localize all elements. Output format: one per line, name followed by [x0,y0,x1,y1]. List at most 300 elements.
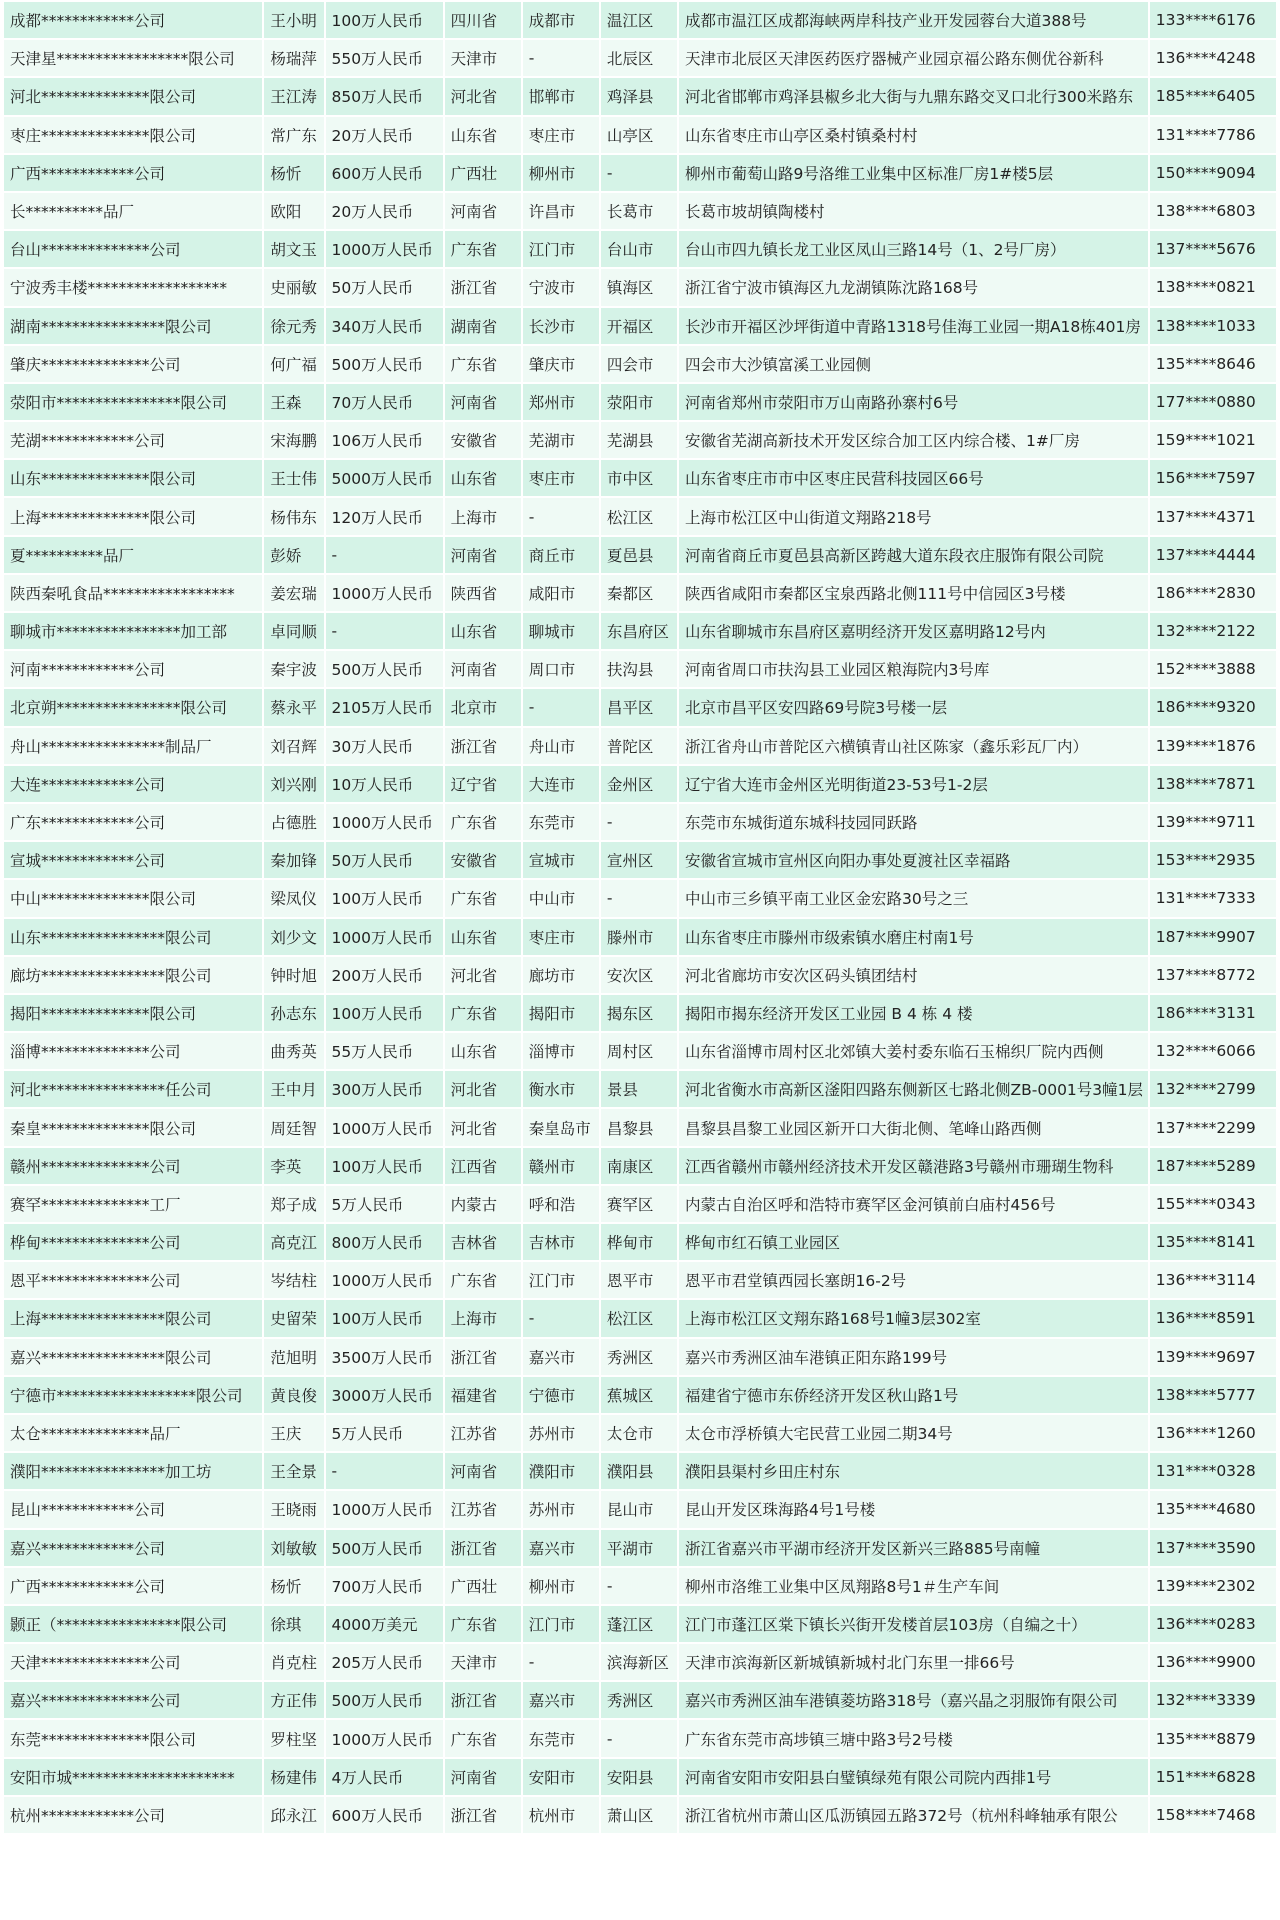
registered-capital-cell: 20万人民币 [326,193,443,229]
address-cell: 安徽省宣城市宣州区向阳办事处夏渡社区幸福路 [679,842,1148,878]
table-row [4,842,1276,878]
company-name-cell: 杭州************公司 [4,1797,262,1833]
district-cell: 滨海新区 [601,1644,677,1680]
district-cell: 东昌府区 [601,613,677,649]
province-cell: 河南省 [445,193,521,229]
contact-name-cell: 杨瑞萍 [264,40,323,76]
contact-name-cell: 欧阳 [264,193,323,229]
table-row [4,1148,1276,1184]
company-table-body [4,2,1276,1833]
address-cell: 柳州市洛维工业集中区凤翔路8号1＃生产车间 [679,1568,1148,1604]
address-cell: 上海市松江区文翔东路168号1幢3层302室 [679,1300,1148,1336]
city-cell: 江门市 [523,1606,599,1642]
province-cell: 河南省 [445,651,521,687]
district-cell: 太仓市 [601,1415,677,1451]
company-name-cell: 东莞**************限公司 [4,1720,262,1756]
registered-capital-cell: 1000万人民币 [326,575,443,611]
phone-cell: 150****9094 [1150,155,1276,191]
district-cell: 景县 [601,1071,677,1107]
district-cell: - [601,804,677,840]
province-cell: 广西壮 [445,155,521,191]
address-cell: 河南省周口市扶沟县工业园区粮海院内3号库 [679,651,1148,687]
phone-cell: 135****8646 [1150,346,1276,382]
district-cell: 桦甸市 [601,1224,677,1260]
table-row [4,384,1276,420]
phone-cell: 136****4248 [1150,40,1276,76]
city-cell: 肇庆市 [523,346,599,382]
company-name-cell: 河北**************限公司 [4,78,262,114]
contact-name-cell: 卓同顺 [264,613,323,649]
company-name-cell: 长**********品厂 [4,193,262,229]
district-cell: 萧山区 [601,1797,677,1833]
table-row [4,1720,1276,1756]
province-cell: 河南省 [445,1453,521,1489]
province-cell: 天津市 [445,1644,521,1680]
district-cell: 山亭区 [601,117,677,153]
table-row [4,269,1276,305]
phone-cell: 135****8141 [1150,1224,1276,1260]
registered-capital-cell: 600万人民币 [326,155,443,191]
company-name-cell: 安阳市城********************* [4,1759,262,1795]
table-row [4,1186,1276,1222]
contact-name-cell: 黄良俊 [264,1377,323,1413]
district-cell: 温江区 [601,2,677,38]
contact-name-cell: 孙志东 [264,995,323,1031]
province-cell: 安徽省 [445,842,521,878]
city-cell: 柳州市 [523,155,599,191]
address-cell: 嘉兴市秀洲区油车港镇正阳东路199号 [679,1339,1148,1375]
contact-name-cell: 钟时旭 [264,957,323,993]
address-cell: 河北省衡水市高新区滏阳四路东侧新区七路北侧ZB-0001号3幢1层 [679,1071,1148,1107]
contact-name-cell: 姜宏瑞 [264,575,323,611]
registered-capital-cell: 1000万人民币 [326,804,443,840]
city-cell: 苏州市 [523,1415,599,1451]
city-cell: 安阳市 [523,1759,599,1795]
district-cell: 长葛市 [601,193,677,229]
company-name-cell: 上海**************限公司 [4,498,262,534]
company-name-cell: 桦甸**************公司 [4,1224,262,1260]
district-cell: 秀洲区 [601,1339,677,1375]
district-cell: 芜湖县 [601,422,677,458]
city-cell: 枣庄市 [523,117,599,153]
table-row [4,498,1276,534]
contact-name-cell: 王晓雨 [264,1491,323,1527]
province-cell: 上海市 [445,1300,521,1336]
registered-capital-cell: 2105万人民币 [326,689,443,725]
address-cell: 安徽省芜湖高新技术开发区综合加工区内综合楼、1#厂房 [679,422,1148,458]
registered-capital-cell: 340万人民币 [326,308,443,344]
address-cell: 昌黎县昌黎工业园区新开口大街北侧、笔峰山路西侧 [679,1109,1148,1145]
province-cell: 上海市 [445,498,521,534]
city-cell: 舟山市 [523,728,599,764]
phone-cell: 131****7786 [1150,117,1276,153]
phone-cell: 137****4444 [1150,537,1276,573]
table-row [4,346,1276,382]
company-name-cell: 北京朔****************限公司 [4,689,262,725]
address-cell: 上海市松江区中山街道文翔路218号 [679,498,1148,534]
contact-name-cell: 曲秀英 [264,1033,323,1069]
province-cell: 广东省 [445,880,521,916]
city-cell: 杭州市 [523,1797,599,1833]
registered-capital-cell: 20万人民币 [326,117,443,153]
company-name-cell: 宁德市******************限公司 [4,1377,262,1413]
registered-capital-cell: - [326,537,443,573]
company-table-container [2,0,1278,1835]
phone-cell: 136****3114 [1150,1262,1276,1298]
city-cell: 郑州市 [523,384,599,420]
phone-cell: 153****2935 [1150,842,1276,878]
district-cell: 赛罕区 [601,1186,677,1222]
district-cell: 镇海区 [601,269,677,305]
registered-capital-cell: 1000万人民币 [326,1720,443,1756]
city-cell: 芜湖市 [523,422,599,458]
province-cell: 浙江省 [445,269,521,305]
phone-cell: 136****8591 [1150,1300,1276,1336]
province-cell: 陕西省 [445,575,521,611]
district-cell: 开福区 [601,308,677,344]
province-cell: 浙江省 [445,1530,521,1566]
district-cell: 南康区 [601,1148,677,1184]
address-cell: 内蒙古自治区呼和浩特市赛罕区金河镇前白庙村456号 [679,1186,1148,1222]
registered-capital-cell: 1000万人民币 [326,1491,443,1527]
registered-capital-cell: 550万人民币 [326,40,443,76]
registered-capital-cell: 5万人民币 [326,1186,443,1222]
contact-name-cell: 王江涛 [264,78,323,114]
registered-capital-cell: 4万人民币 [326,1759,443,1795]
district-cell: 平湖市 [601,1530,677,1566]
registered-capital-cell: - [326,613,443,649]
registered-capital-cell: 50万人民币 [326,269,443,305]
address-cell: 河南省商丘市夏邑县高新区跨越大道东段衣庄服饰有限公司院 [679,537,1148,573]
province-cell: 浙江省 [445,1797,521,1833]
province-cell: 四川省 [445,2,521,38]
district-cell: 荥阳市 [601,384,677,420]
city-cell: 成都市 [523,2,599,38]
district-cell: 鸡泽县 [601,78,677,114]
province-cell: 江苏省 [445,1415,521,1451]
city-cell: 苏州市 [523,1491,599,1527]
phone-cell: 132****2122 [1150,613,1276,649]
company-name-cell: 宣城************公司 [4,842,262,878]
district-cell: - [601,1568,677,1604]
address-cell: 四会市大沙镇富溪工业园侧 [679,346,1148,382]
address-cell: 濮阳县渠村乡田庄村东 [679,1453,1148,1489]
city-cell: 枣庄市 [523,919,599,955]
province-cell: 山东省 [445,460,521,496]
company-name-cell: 枣庄**************限公司 [4,117,262,153]
company-name-cell: 广东************公司 [4,804,262,840]
company-name-cell: 广西************公司 [4,155,262,191]
province-cell: 山东省 [445,1033,521,1069]
phone-cell: 135****8879 [1150,1720,1276,1756]
table-row [4,575,1276,611]
district-cell: 金州区 [601,766,677,802]
registered-capital-cell: 4000万美元 [326,1606,443,1642]
address-cell: 浙江省舟山市普陀区六横镇青山社区陈家（鑫乐彩瓦厂内） [679,728,1148,764]
address-cell: 山东省枣庄市市中区枣庄民营科技园区66号 [679,460,1148,496]
company-name-cell: 恩平**************公司 [4,1262,262,1298]
company-name-cell: 广西************公司 [4,1568,262,1604]
district-cell: 松江区 [601,498,677,534]
table-row [4,422,1276,458]
table-row [4,1530,1276,1566]
address-cell: 天津市北辰区天津医药医疗器械产业园京福公路东侧优谷新科 [679,40,1148,76]
contact-name-cell: 蔡永平 [264,689,323,725]
table-row [4,117,1276,153]
registered-capital-cell: 300万人民币 [326,1071,443,1107]
company-name-cell: 宁波秀丰楼****************** [4,269,262,305]
province-cell: 安徽省 [445,422,521,458]
table-row [4,1568,1276,1604]
phone-cell: 186****3131 [1150,995,1276,1031]
table-row [4,1300,1276,1336]
province-cell: 河北省 [445,957,521,993]
phone-cell: 152****3888 [1150,651,1276,687]
registered-capital-cell: 800万人民币 [326,1224,443,1260]
address-cell: 山东省聊城市东昌府区嘉明经济开发区嘉明路12号内 [679,613,1148,649]
contact-name-cell: 李英 [264,1148,323,1184]
company-name-cell: 赛罕**************工厂 [4,1186,262,1222]
city-cell: 许昌市 [523,193,599,229]
district-cell: 普陀区 [601,728,677,764]
contact-name-cell: 罗柱坚 [264,1720,323,1756]
city-cell: 濮阳市 [523,1453,599,1489]
registered-capital-cell: 200万人民币 [326,957,443,993]
province-cell: 山东省 [445,613,521,649]
district-cell: 扶沟县 [601,651,677,687]
city-cell: 柳州市 [523,1568,599,1604]
address-cell: 河南省郑州市荥阳市万山南路孙寨村6号 [679,384,1148,420]
address-cell: 揭阳市揭东经济开发区工业园 B 4 栋 4 楼 [679,995,1148,1031]
phone-cell: 137****4371 [1150,498,1276,534]
city-cell: 嘉兴市 [523,1339,599,1375]
registered-capital-cell: 5000万人民币 [326,460,443,496]
company-name-cell: 秦皇**************限公司 [4,1109,262,1145]
registered-capital-cell: 70万人民币 [326,384,443,420]
city-cell: 中山市 [523,880,599,916]
district-cell: 四会市 [601,346,677,382]
province-cell: 山东省 [445,919,521,955]
table-row [4,1262,1276,1298]
table-row [4,1339,1276,1375]
city-cell: - [523,1300,599,1336]
district-cell: 夏邑县 [601,537,677,573]
city-cell: 淄博市 [523,1033,599,1069]
contact-name-cell: 王士伟 [264,460,323,496]
province-cell: 山东省 [445,117,521,153]
contact-name-cell: 方正伟 [264,1682,323,1718]
phone-cell: 131****0328 [1150,1453,1276,1489]
phone-cell: 138****7871 [1150,766,1276,802]
registered-capital-cell: 100万人民币 [326,880,443,916]
phone-cell: 139****9711 [1150,804,1276,840]
district-cell: 秦都区 [601,575,677,611]
registered-capital-cell: 850万人民币 [326,78,443,114]
phone-cell: 151****6828 [1150,1759,1276,1795]
district-cell: 市中区 [601,460,677,496]
city-cell: 廊坊市 [523,957,599,993]
address-cell: 河北省廊坊市安次区码头镇团结村 [679,957,1148,993]
table-row [4,231,1276,267]
registered-capital-cell: 1000万人民币 [326,1109,443,1145]
table-row [4,1797,1276,1833]
company-name-cell: 山东**************限公司 [4,460,262,496]
city-cell: 周口市 [523,651,599,687]
province-cell: 广东省 [445,995,521,1031]
table-row [4,613,1276,649]
phone-cell: 138****5777 [1150,1377,1276,1413]
province-cell: 广西壮 [445,1568,521,1604]
contact-name-cell: 胡文玉 [264,231,323,267]
address-cell: 河北省邯郸市鸡泽县椒乡北大街与九鼎东路交叉口北行300米路东 [679,78,1148,114]
district-cell: 宣州区 [601,842,677,878]
province-cell: 河北省 [445,78,521,114]
table-row [4,2,1276,38]
address-cell: 浙江省杭州市萧山区瓜沥镇园五路372号（杭州科峰轴承有限公 [679,1797,1148,1833]
registered-capital-cell: 100万人民币 [326,1300,443,1336]
address-cell: 山东省枣庄市山亭区桑村镇桑村村 [679,117,1148,153]
district-cell: 秀洲区 [601,1682,677,1718]
company-name-cell: 嘉兴************公司 [4,1530,262,1566]
district-cell: 台山市 [601,231,677,267]
company-name-cell: 揭阳**************限公司 [4,995,262,1031]
city-cell: 揭阳市 [523,995,599,1031]
contact-name-cell: 梁凤仪 [264,880,323,916]
city-cell: 宁德市 [523,1377,599,1413]
company-name-cell: 肇庆**************公司 [4,346,262,382]
registered-capital-cell: 500万人民币 [326,1682,443,1718]
contact-name-cell: 周廷智 [264,1109,323,1145]
phone-cell: 138****1033 [1150,308,1276,344]
company-name-cell: 太仓**************品厂 [4,1415,262,1451]
registered-capital-cell: 700万人民币 [326,1568,443,1604]
registered-capital-cell: 50万人民币 [326,842,443,878]
city-cell: 长沙市 [523,308,599,344]
table-row [4,995,1276,1031]
address-cell: 恩平市君堂镇西园长塞朗16-2号 [679,1262,1148,1298]
contact-name-cell: 刘兴刚 [264,766,323,802]
contact-name-cell: 常广东 [264,117,323,153]
city-cell: - [523,1644,599,1680]
company-name-cell: 颢正（****************限公司 [4,1606,262,1642]
contact-name-cell: 刘召辉 [264,728,323,764]
company-name-cell: 天津**************公司 [4,1644,262,1680]
district-cell: - [601,1720,677,1756]
company-name-cell: 河北****************任公司 [4,1071,262,1107]
company-name-cell: 中山**************限公司 [4,880,262,916]
province-cell: 福建省 [445,1377,521,1413]
phone-cell: 186****2830 [1150,575,1276,611]
province-cell: 北京市 [445,689,521,725]
phone-cell: 159****1021 [1150,422,1276,458]
registered-capital-cell: 100万人民币 [326,995,443,1031]
phone-cell: 132****3339 [1150,1682,1276,1718]
city-cell: - [523,689,599,725]
company-table [2,0,1278,1835]
province-cell: 河北省 [445,1071,521,1107]
city-cell: 赣州市 [523,1148,599,1184]
province-cell: 河北省 [445,1109,521,1145]
company-name-cell: 台山**************公司 [4,231,262,267]
registered-capital-cell: 100万人民币 [326,1148,443,1184]
company-name-cell: 淄博**************公司 [4,1033,262,1069]
table-row [4,1109,1276,1145]
table-row [4,1071,1276,1107]
city-cell: 秦皇岛市 [523,1109,599,1145]
district-cell: 恩平市 [601,1262,677,1298]
phone-cell: 137****8772 [1150,957,1276,993]
registered-capital-cell: 3500万人民币 [326,1339,443,1375]
province-cell: 广东省 [445,346,521,382]
district-cell: 安次区 [601,957,677,993]
contact-name-cell: 高克江 [264,1224,323,1260]
address-cell: 江门市蓬江区棠下镇长兴街开发楼首层103房（自编之十） [679,1606,1148,1642]
contact-name-cell: 王全景 [264,1453,323,1489]
table-row [4,78,1276,114]
province-cell: 广东省 [445,231,521,267]
registered-capital-cell: 5万人民币 [326,1415,443,1451]
province-cell: 江西省 [445,1148,521,1184]
contact-name-cell: 何广福 [264,346,323,382]
district-cell: 蕉城区 [601,1377,677,1413]
contact-name-cell: 杨建伟 [264,1759,323,1795]
table-row [4,957,1276,993]
registered-capital-cell: 1000万人民币 [326,919,443,955]
province-cell: 河南省 [445,384,521,420]
city-cell: 东莞市 [523,1720,599,1756]
address-cell: 成都市温江区成都海峡两岸科技产业开发园蓉台大道388号 [679,2,1148,38]
city-cell: 咸阳市 [523,575,599,611]
registered-capital-cell: 500万人民币 [326,651,443,687]
company-name-cell: 大连************公司 [4,766,262,802]
phone-cell: 186****9320 [1150,689,1276,725]
address-cell: 江西省赣州市赣州经济技术开发区赣港路3号赣州市珊瑚生物科 [679,1148,1148,1184]
contact-name-cell: 王中月 [264,1071,323,1107]
phone-cell: 185****6405 [1150,78,1276,114]
district-cell: 昌黎县 [601,1109,677,1145]
table-row [4,1682,1276,1718]
phone-cell: 136****9900 [1150,1644,1276,1680]
contact-name-cell: 刘少文 [264,919,323,955]
phone-cell: 138****6803 [1150,193,1276,229]
company-name-cell: 陕西秦吼食品***************** [4,575,262,611]
contact-name-cell: 王森 [264,384,323,420]
city-cell: 嘉兴市 [523,1530,599,1566]
table-row [4,1453,1276,1489]
address-cell: 桦甸市红石镇工业园区 [679,1224,1148,1260]
phone-cell: 131****7333 [1150,880,1276,916]
province-cell: 浙江省 [445,728,521,764]
province-cell: 广东省 [445,1606,521,1642]
phone-cell: 139****1876 [1150,728,1276,764]
company-name-cell: 夏**********品厂 [4,537,262,573]
table-row [4,537,1276,573]
address-cell: 台山市四九镇长龙工业区凤山三路14号（1、2号厂房） [679,231,1148,267]
phone-cell: 133****6176 [1150,2,1276,38]
registered-capital-cell: 120万人民币 [326,498,443,534]
province-cell: 吉林省 [445,1224,521,1260]
address-cell: 辽宁省大连市金州区光明街道23-53号1-2层 [679,766,1148,802]
district-cell: 滕州市 [601,919,677,955]
district-cell: 蓬江区 [601,1606,677,1642]
phone-cell: 158****7468 [1150,1797,1276,1833]
contact-name-cell: 占德胜 [264,804,323,840]
district-cell: - [601,880,677,916]
contact-name-cell: 徐元秀 [264,308,323,344]
district-cell: 北辰区 [601,40,677,76]
city-cell: 江门市 [523,1262,599,1298]
province-cell: 浙江省 [445,1339,521,1375]
